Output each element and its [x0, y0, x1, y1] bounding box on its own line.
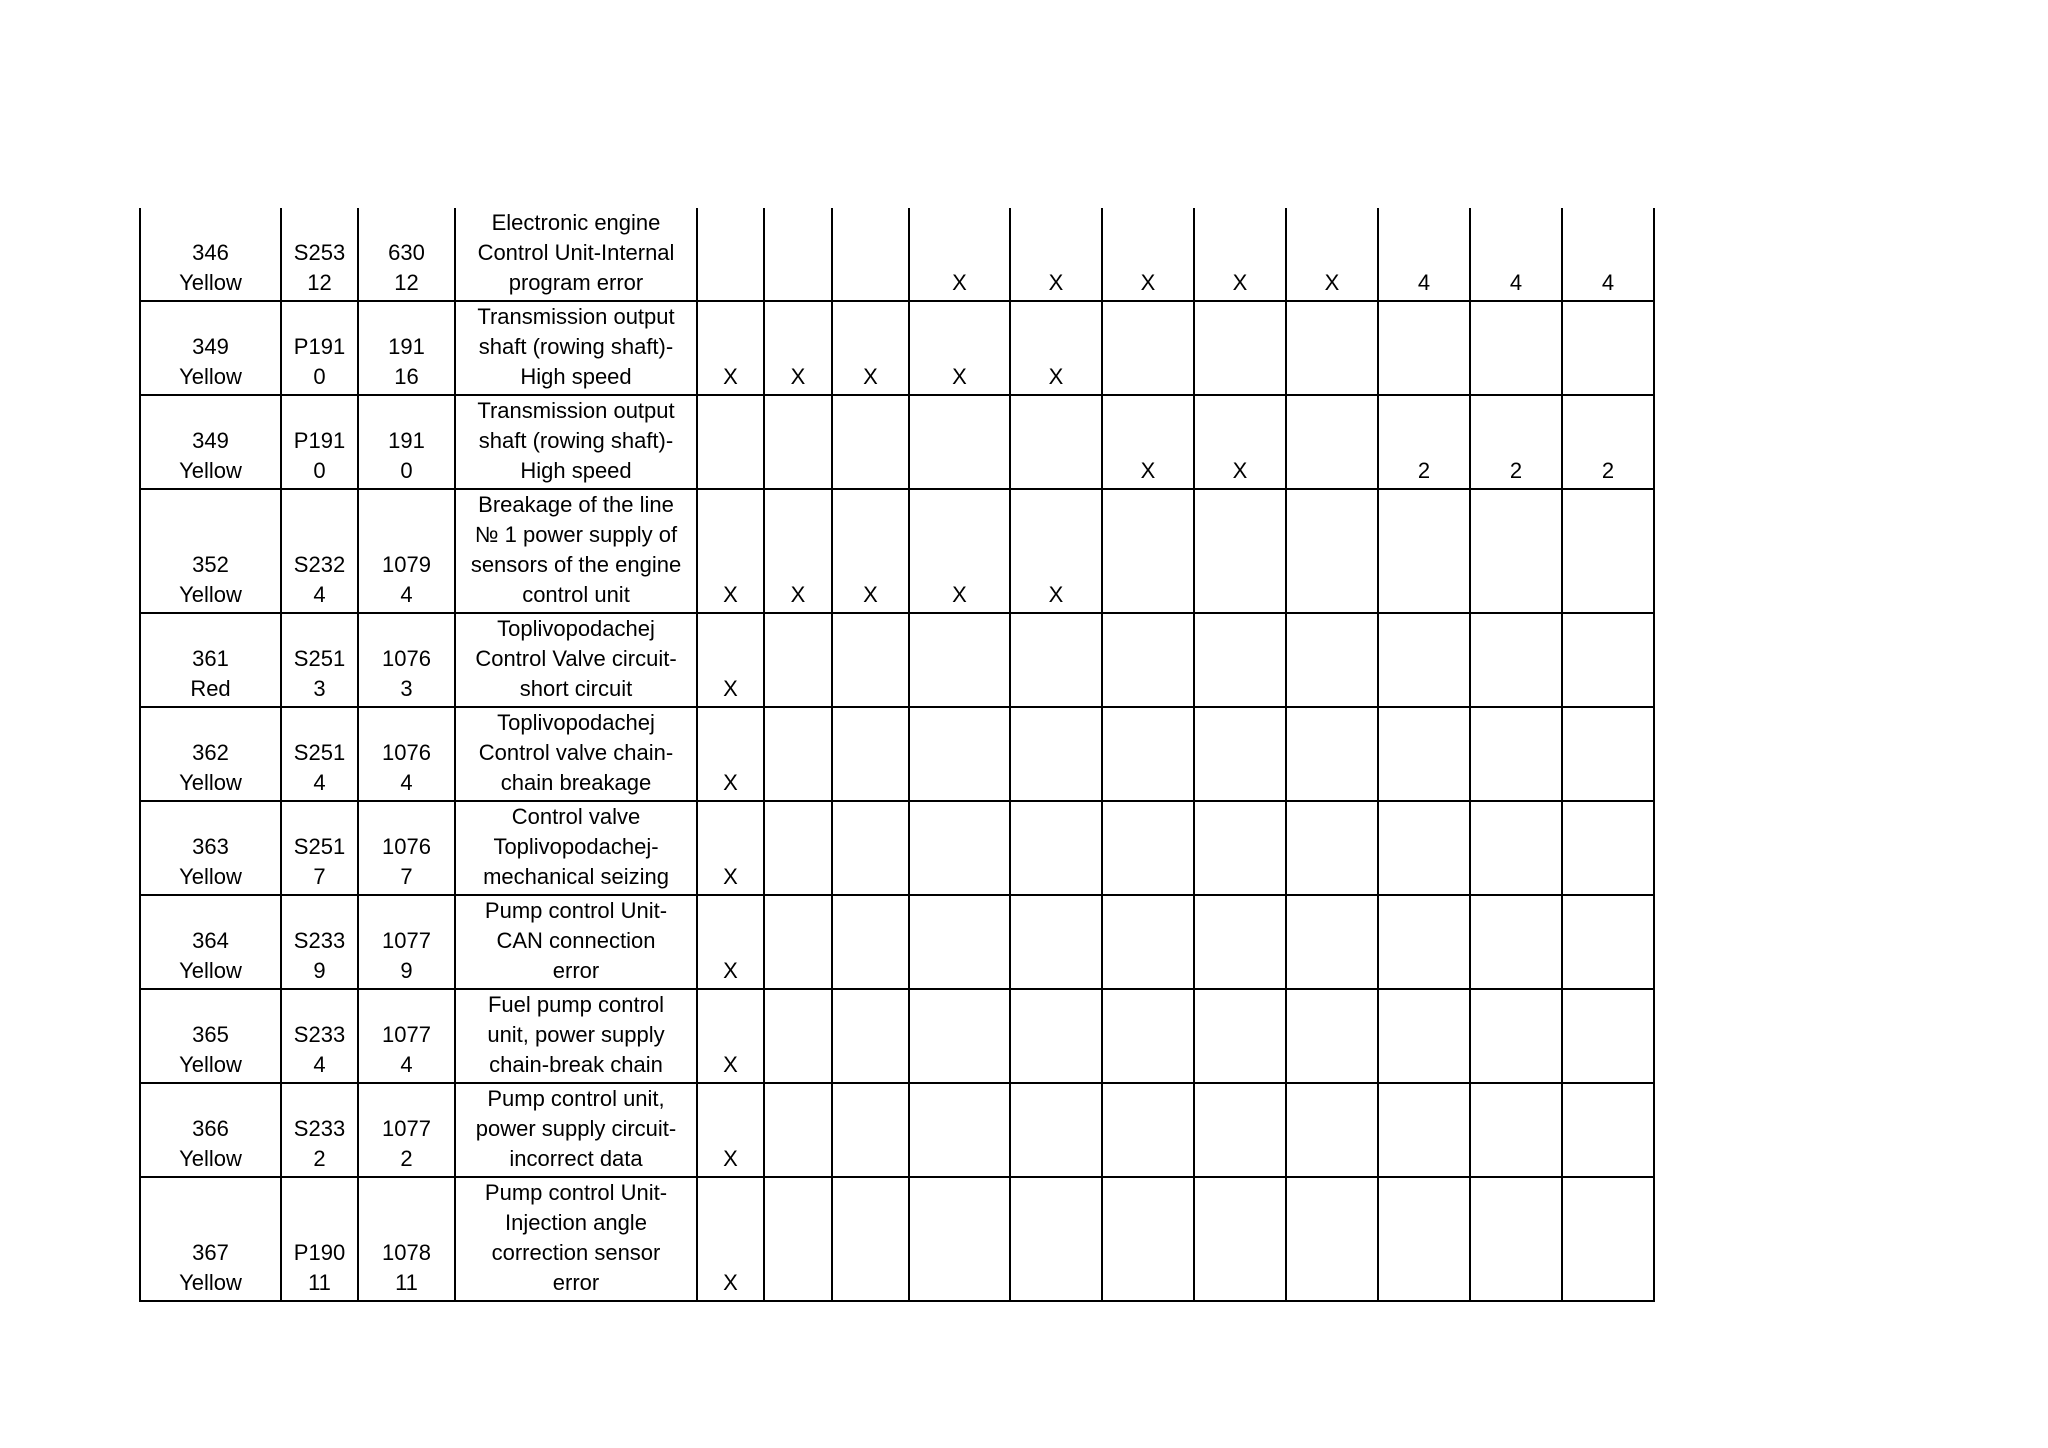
fault-code-cell: S251 3: [281, 613, 358, 707]
spn-fmi-cell: 1077 4: [358, 989, 455, 1083]
fault-code-cell: S251 7: [281, 801, 358, 895]
mark-cell: X: [697, 707, 764, 801]
mark-cell: [832, 395, 909, 489]
mark-cell: [764, 1177, 832, 1301]
mark-cell: [1378, 1177, 1470, 1301]
description-cell: Fuel pump control unit, power supply chain-break chain: [455, 989, 697, 1083]
fault-number-cell: [140, 395, 281, 489]
mark-cell: [1286, 895, 1378, 989]
fault-code-cell: S233 4: [281, 989, 358, 1083]
description-cell: Breakage of the line № 1 power supply of sensors of the engine control unit: [455, 489, 697, 613]
mark-cell: X: [697, 301, 764, 395]
description-cell: Toplivopodachej Control valve chain- chain breakage: [455, 707, 697, 801]
description-cell: Transmission output shaft (rowing shaft)- High speed: [455, 301, 697, 395]
mark-cell: X: [1102, 208, 1194, 301]
description-cell: Pump control Unit- Injection angle correction sensor error: [455, 1177, 697, 1301]
mark-cell: [1562, 801, 1654, 895]
mark-cell: [1010, 707, 1102, 801]
mark-cell: X: [697, 1083, 764, 1177]
mark-cell: X: [764, 489, 832, 613]
mark-cell: [1194, 989, 1286, 1083]
spn-fmi-cell: 1076 4: [358, 707, 455, 801]
spn-fmi-cell: 191 0: [358, 395, 455, 489]
table-row: [140, 707, 1654, 801]
fault-number: 346: [192, 240, 229, 265]
fault-code-table-body: [140, 208, 1654, 1301]
table-row: [140, 489, 1654, 613]
mark-cell: [1286, 1177, 1378, 1301]
fault-number-cell: [140, 489, 281, 613]
mark-cell: 2: [1470, 395, 1562, 489]
fault-number: 366: [192, 1116, 229, 1141]
mark-cell: [1194, 801, 1286, 895]
mark-cell: [909, 395, 1010, 489]
mark-cell: [832, 707, 909, 801]
fault-code-cell: S253 12: [281, 208, 358, 301]
lamp-color: Yellow: [179, 364, 242, 389]
mark-cell: [1010, 395, 1102, 489]
mark-cell: [1286, 801, 1378, 895]
mark-cell: X: [697, 613, 764, 707]
mark-cell: [909, 989, 1010, 1083]
mark-cell: [1286, 1083, 1378, 1177]
lamp-color: Yellow: [179, 958, 242, 983]
mark-cell: [1010, 801, 1102, 895]
mark-cell: X: [832, 489, 909, 613]
fault-number: 367: [192, 1240, 229, 1265]
fault-code-table: [139, 208, 1655, 1302]
lamp-color: Yellow: [179, 270, 242, 295]
description-cell: Control valve Toplivopodachej- mechanical seizing: [455, 801, 697, 895]
mark-cell: [832, 989, 909, 1083]
mark-cell: [1286, 489, 1378, 613]
spn-fmi-cell: 630 12: [358, 208, 455, 301]
spn-fmi-cell: 1076 3: [358, 613, 455, 707]
fault-number: 362: [192, 740, 229, 765]
mark-cell: [1470, 1177, 1562, 1301]
mark-cell: X: [1010, 208, 1102, 301]
mark-cell: [764, 208, 832, 301]
table-row: [140, 208, 1654, 301]
lamp-color: Red: [190, 676, 231, 701]
fault-number: 364: [192, 928, 229, 953]
mark-cell: [1378, 801, 1470, 895]
table-row: [140, 895, 1654, 989]
mark-cell: [1470, 989, 1562, 1083]
table-row: [140, 989, 1654, 1083]
mark-cell: [1010, 989, 1102, 1083]
mark-cell: [1194, 613, 1286, 707]
mark-cell: [764, 613, 832, 707]
lamp-color: Yellow: [179, 770, 242, 795]
fault-number-cell: [140, 989, 281, 1083]
fault-code-cell: S233 2: [281, 1083, 358, 1177]
fault-number-cell: [140, 301, 281, 395]
mark-cell: [1378, 895, 1470, 989]
mark-cell: 2: [1562, 395, 1654, 489]
mark-cell: X: [909, 301, 1010, 395]
mark-cell: [1194, 1177, 1286, 1301]
mark-cell: [1194, 895, 1286, 989]
fault-code-cell: P190 11: [281, 1177, 358, 1301]
mark-cell: [1378, 613, 1470, 707]
spn-fmi-cell: 1077 9: [358, 895, 455, 989]
mark-cell: [1470, 489, 1562, 613]
mark-cell: [1102, 989, 1194, 1083]
fault-number-cell: [140, 1177, 281, 1301]
mark-cell: [1470, 1083, 1562, 1177]
mark-cell: [909, 707, 1010, 801]
table-row: [140, 301, 1654, 395]
fault-number: 352: [192, 552, 229, 577]
fault-code-cell: P191 0: [281, 395, 358, 489]
table-row: [140, 1083, 1654, 1177]
fault-number-cell: [140, 801, 281, 895]
mark-cell: X: [909, 489, 1010, 613]
mark-cell: [1562, 1177, 1654, 1301]
mark-cell: [909, 613, 1010, 707]
mark-cell: [1102, 489, 1194, 613]
description-cell: Electronic engine Control Unit-Internal program error: [455, 208, 697, 301]
mark-cell: [1286, 989, 1378, 1083]
mark-cell: [1470, 301, 1562, 395]
mark-cell: [832, 208, 909, 301]
fault-number-cell: [140, 707, 281, 801]
mark-cell: [1102, 613, 1194, 707]
description-cell: Transmission output shaft (rowing shaft)- High speed: [455, 395, 697, 489]
mark-cell: [1470, 707, 1562, 801]
mark-cell: [1562, 301, 1654, 395]
mark-cell: [1562, 489, 1654, 613]
mark-cell: [1562, 707, 1654, 801]
lamp-color: Yellow: [179, 1146, 242, 1171]
mark-cell: [909, 801, 1010, 895]
lamp-color: Yellow: [179, 1270, 242, 1295]
lamp-color: Yellow: [179, 864, 242, 889]
table-row: [140, 801, 1654, 895]
fault-number: 363: [192, 834, 229, 859]
mark-cell: [1562, 613, 1654, 707]
mark-cell: [697, 208, 764, 301]
mark-cell: [832, 613, 909, 707]
mark-cell: [1470, 895, 1562, 989]
mark-cell: 4: [1378, 208, 1470, 301]
mark-cell: [1378, 489, 1470, 613]
mark-cell: 4: [1562, 208, 1654, 301]
mark-cell: [832, 1177, 909, 1301]
mark-cell: X: [764, 301, 832, 395]
mark-cell: [1102, 801, 1194, 895]
mark-cell: [764, 395, 832, 489]
mark-cell: [1562, 989, 1654, 1083]
table-row: [140, 613, 1654, 707]
mark-cell: [697, 395, 764, 489]
mark-cell: [832, 1083, 909, 1177]
mark-cell: 2: [1378, 395, 1470, 489]
mark-cell: [764, 707, 832, 801]
mark-cell: [1102, 1177, 1194, 1301]
mark-cell: [1286, 301, 1378, 395]
mark-cell: [1378, 989, 1470, 1083]
fault-number-cell: [140, 208, 281, 301]
mark-cell: [832, 801, 909, 895]
mark-cell: [764, 1083, 832, 1177]
spn-fmi-cell: 1076 7: [358, 801, 455, 895]
mark-cell: [1562, 1083, 1654, 1177]
description-cell: Pump control unit, power supply circuit- incorrect data: [455, 1083, 697, 1177]
mark-cell: [1194, 489, 1286, 613]
mark-cell: [764, 895, 832, 989]
mark-cell: [1378, 1083, 1470, 1177]
lamp-color: Yellow: [179, 458, 242, 483]
mark-cell: [1286, 707, 1378, 801]
mark-cell: X: [909, 208, 1010, 301]
mark-cell: [1102, 1083, 1194, 1177]
mark-cell: [1010, 895, 1102, 989]
mark-cell: [1010, 613, 1102, 707]
fault-code-cell: P191 0: [281, 301, 358, 395]
mark-cell: [1286, 395, 1378, 489]
fault-code-cell: S233 9: [281, 895, 358, 989]
mark-cell: X: [1010, 489, 1102, 613]
spn-fmi-cell: 191 16: [358, 301, 455, 395]
spn-fmi-cell: 1079 4: [358, 489, 455, 613]
fault-number: 361: [192, 646, 229, 671]
mark-cell: X: [1194, 208, 1286, 301]
mark-cell: X: [1102, 395, 1194, 489]
mark-cell: [1194, 1083, 1286, 1177]
mark-cell: [832, 895, 909, 989]
mark-cell: 4: [1470, 208, 1562, 301]
fault-number: 365: [192, 1022, 229, 1047]
description-cell: Toplivopodachej Control Valve circuit- short circuit: [455, 613, 697, 707]
table-row: [140, 1177, 1654, 1301]
mark-cell: X: [1286, 208, 1378, 301]
description-cell: Pump control Unit- CAN connection error: [455, 895, 697, 989]
mark-cell: X: [697, 1177, 764, 1301]
mark-cell: [1470, 801, 1562, 895]
mark-cell: [1010, 1083, 1102, 1177]
mark-cell: X: [697, 895, 764, 989]
mark-cell: [1378, 301, 1470, 395]
mark-cell: [1470, 613, 1562, 707]
mark-cell: [1102, 707, 1194, 801]
mark-cell: X: [1194, 395, 1286, 489]
mark-cell: [764, 801, 832, 895]
mark-cell: [1010, 1177, 1102, 1301]
mark-cell: [1194, 301, 1286, 395]
mark-cell: X: [1010, 301, 1102, 395]
mark-cell: [909, 895, 1010, 989]
mark-cell: X: [697, 489, 764, 613]
lamp-color: Yellow: [179, 582, 242, 607]
mark-cell: [1102, 895, 1194, 989]
spn-fmi-cell: 1077 2: [358, 1083, 455, 1177]
mark-cell: X: [832, 301, 909, 395]
fault-number: 349: [192, 428, 229, 453]
fault-number-cell: [140, 1083, 281, 1177]
lamp-color: Yellow: [179, 1052, 242, 1077]
mark-cell: [1378, 707, 1470, 801]
mark-cell: X: [697, 989, 764, 1083]
mark-cell: X: [697, 801, 764, 895]
mark-cell: [909, 1083, 1010, 1177]
mark-cell: [909, 1177, 1010, 1301]
mark-cell: [1286, 613, 1378, 707]
fault-code-cell: S251 4: [281, 707, 358, 801]
table-row: [140, 395, 1654, 489]
mark-cell: [764, 989, 832, 1083]
spn-fmi-cell: 1078 11: [358, 1177, 455, 1301]
fault-number-cell: [140, 895, 281, 989]
fault-code-cell: S232 4: [281, 489, 358, 613]
mark-cell: [1194, 707, 1286, 801]
mark-cell: [1562, 895, 1654, 989]
fault-number-cell: [140, 613, 281, 707]
mark-cell: [1102, 301, 1194, 395]
fault-number: 349: [192, 334, 229, 359]
